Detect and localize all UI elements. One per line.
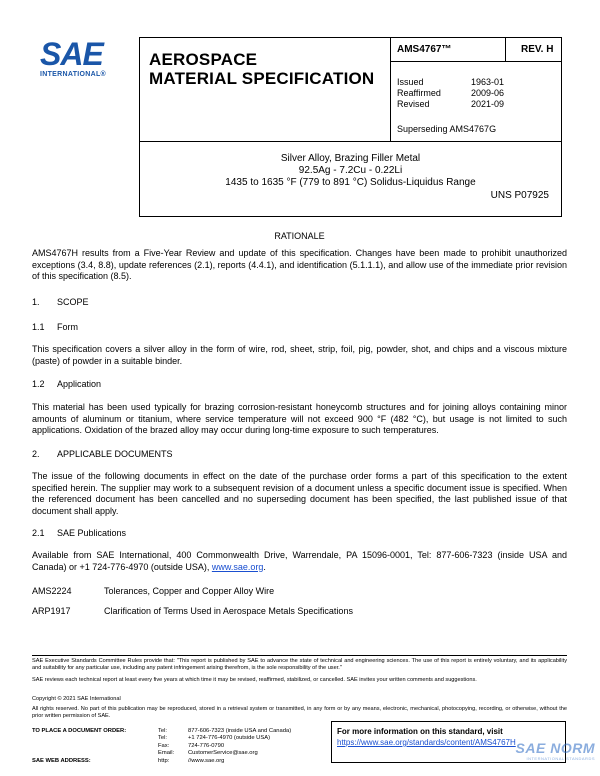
date-value: 2009-06: [471, 88, 505, 98]
section-number: 1.2: [32, 379, 45, 389]
date-value: 1963-01: [471, 77, 505, 87]
header-divider: [505, 37, 506, 61]
section-heading-form: [32, 322, 78, 332]
reference-code: AMS2224: [32, 586, 72, 596]
section-title: Application: [57, 379, 102, 389]
logo-subtitle: INTERNATIONAL®: [40, 71, 107, 78]
order-contact-table: [32, 728, 291, 765]
contact-heading: TO PLACE A DOCUMENT ORDER:: [32, 728, 127, 734]
section-heading-application: [32, 379, 101, 389]
contact-row: [32, 758, 291, 765]
web-label: http:: [158, 757, 170, 764]
date-label: Revised: [397, 99, 430, 109]
subject-line: 92.5Ag - 7.2Cu - 0.22Li: [298, 165, 403, 176]
reference-title: Clarification of Terms Used in Aerospace Metals Specifications: [104, 606, 353, 616]
date-label: Issued: [397, 77, 424, 87]
web-value: //www.sae.org: [188, 757, 225, 764]
footer-review-note: SAE reviews each technical report at least every five years at which time it may be revised, reaffirmed, stabilized, or cancelled. SAE invites your written comments and suggestions.: [32, 677, 477, 683]
sae-website-link[interactable]: www.sae.org: [211, 561, 264, 572]
section-title: SAE Publications: [57, 528, 127, 538]
applicable-documents-text: The issue of the following documents in effect on the date of the purchase order forms a part of this specification to the extent specified herein. The supplier may work to a subsequent revision of a document unless a specific document issue is specified. When the referenced document has been cancelled and no superseding document has been specified, the last published issue of that document shall apply.: [32, 471, 567, 516]
footer-rules-note: SAE Executive Standards Committee Rules provide that: "This report is published by SAE to advance the state of technical and engineering sciences. The use of this report is entirely voluntary, and its applicability and suitability for any particular use, including any patent infringement arising therefrom, is the sole responsibility of the user.": [32, 658, 567, 671]
contact-row: [32, 735, 291, 742]
section-title: APPLICABLE DOCUMENTS: [57, 449, 173, 459]
footer-copyright: Copyright © 2021 SAE International: [32, 696, 121, 702]
contact-value: 724-776-0790: [188, 742, 225, 749]
more-info-title: For more information on this standard, visit: [337, 727, 503, 736]
section-number: 2.: [32, 449, 40, 459]
section-title: Form: [57, 322, 78, 332]
date-label: Reaffirmed: [397, 88, 441, 98]
title-line-1: AEROSPACE: [149, 50, 258, 69]
footer-rule: [32, 655, 567, 656]
reference-title: Tolerances, Copper and Copper Alloy Wire: [104, 586, 275, 596]
date-table: [397, 77, 504, 110]
header-divider: [390, 37, 391, 141]
date-row: [397, 77, 504, 88]
watermark: [500, 740, 595, 768]
sae-publications-text-pre: Available from SAE International, 400 Commonwealth Drive, Warrendale, PA 15096-0001, Tel: 877-606-7323 (inside USA and Canada) or +1 724-776-4970 (outside USA),: [32, 550, 567, 572]
document-type-title: [149, 50, 374, 88]
section-title: SCOPE: [57, 297, 89, 307]
date-value: 2021-09: [471, 99, 505, 109]
contact-row: [32, 728, 291, 735]
footer-rights-note: All rights reserved. No part of this publication may be reproduced, stored in a retrieval system or transmitted, in any form or by any means, electronic, mechanical, photocopying, recording, or otherwise, without the prior written permission of SAE.: [32, 706, 567, 719]
watermark-subtext: INTERNATIONAL STANDARDS: [526, 756, 595, 761]
contact-row: [32, 743, 291, 750]
section-number: 1.: [32, 297, 40, 307]
contact-row: [32, 750, 291, 757]
sae-publications-text: [32, 550, 567, 573]
subject-line: Silver Alloy, Brazing Filler Metal: [280, 153, 421, 164]
sae-logo: [40, 38, 128, 78]
reference-item: [32, 586, 274, 596]
contact-value: CustomerService@sae.org: [188, 750, 258, 757]
contact-label: Tel:: [158, 728, 168, 734]
title-line-2: MATERIAL SPECIFICATION: [149, 69, 375, 88]
date-row: [397, 99, 504, 110]
form-text: This specification covers a silver alloy in the form of wire, rod, sheet, strip, foil, pig, powder, shot, and chips and a viscous mixture (paste) of powder in a suitable binder.: [32, 344, 567, 366]
rationale-text: AMS4767H results from a Five-Year Review and update of this specification. Changes have been made to prohibit unauthorized exceptions (3.4, 8.8), update references (2.1), reports (4.4.1), and identification (5.1.1.1), and allow use of the immediate prior revision of this specification (8.5).: [32, 248, 567, 281]
rationale-heading: RATIONALE: [274, 231, 325, 241]
reference-item: [32, 606, 353, 616]
section-heading-scope: [32, 297, 89, 307]
contact-label: Fax:: [158, 742, 170, 749]
web-heading: SAE WEB ADDRESS:: [32, 757, 91, 764]
contact-value: 877-606-7323 (inside USA and Canada): [188, 728, 292, 734]
uns-number: UNS P07925: [490, 190, 549, 201]
logo-brand: SAE: [40, 36, 103, 72]
header-divider: [139, 141, 562, 142]
material-subject: [139, 153, 562, 189]
application-text: This material has been used typically for brazing corrosion-resistant honeycomb structures and for joining alloys containing minor amounts of aluminum or titanium, where service temperature will not exceed 900 °F (482 °C), but usage is not limited to such applications. Oxidation of the brazed alloy may occur during long-time exposure to such temperatures.: [32, 402, 567, 435]
section-number: 2.1: [32, 528, 45, 538]
header-divider: [390, 61, 562, 62]
sae-publications-text-post: .: [263, 561, 266, 572]
superseding-note: Superseding AMS4767G: [397, 124, 497, 134]
more-info-link[interactable]: https://www.sae.org/standards/content/AMS4767H: [337, 738, 516, 747]
contact-label: Tel:: [158, 735, 168, 742]
reference-code: ARP1917: [32, 606, 71, 616]
section-number: 1.1: [32, 322, 45, 332]
revision-label: REV. H: [521, 44, 554, 55]
contact-label: Email:: [158, 750, 175, 757]
section-heading-sae-publications: [32, 528, 126, 538]
subject-line: 1435 to 1635 °F (779 to 891 °C) Solidus-Liquidus Range: [225, 177, 476, 188]
document-number: AMS4767™: [397, 44, 452, 55]
section-heading-applicable-documents: [32, 449, 173, 459]
contact-value: +1 724-776-4970 (outside USA): [188, 735, 271, 742]
date-row: [397, 88, 504, 99]
watermark-text: SAE NORM: [515, 740, 595, 756]
